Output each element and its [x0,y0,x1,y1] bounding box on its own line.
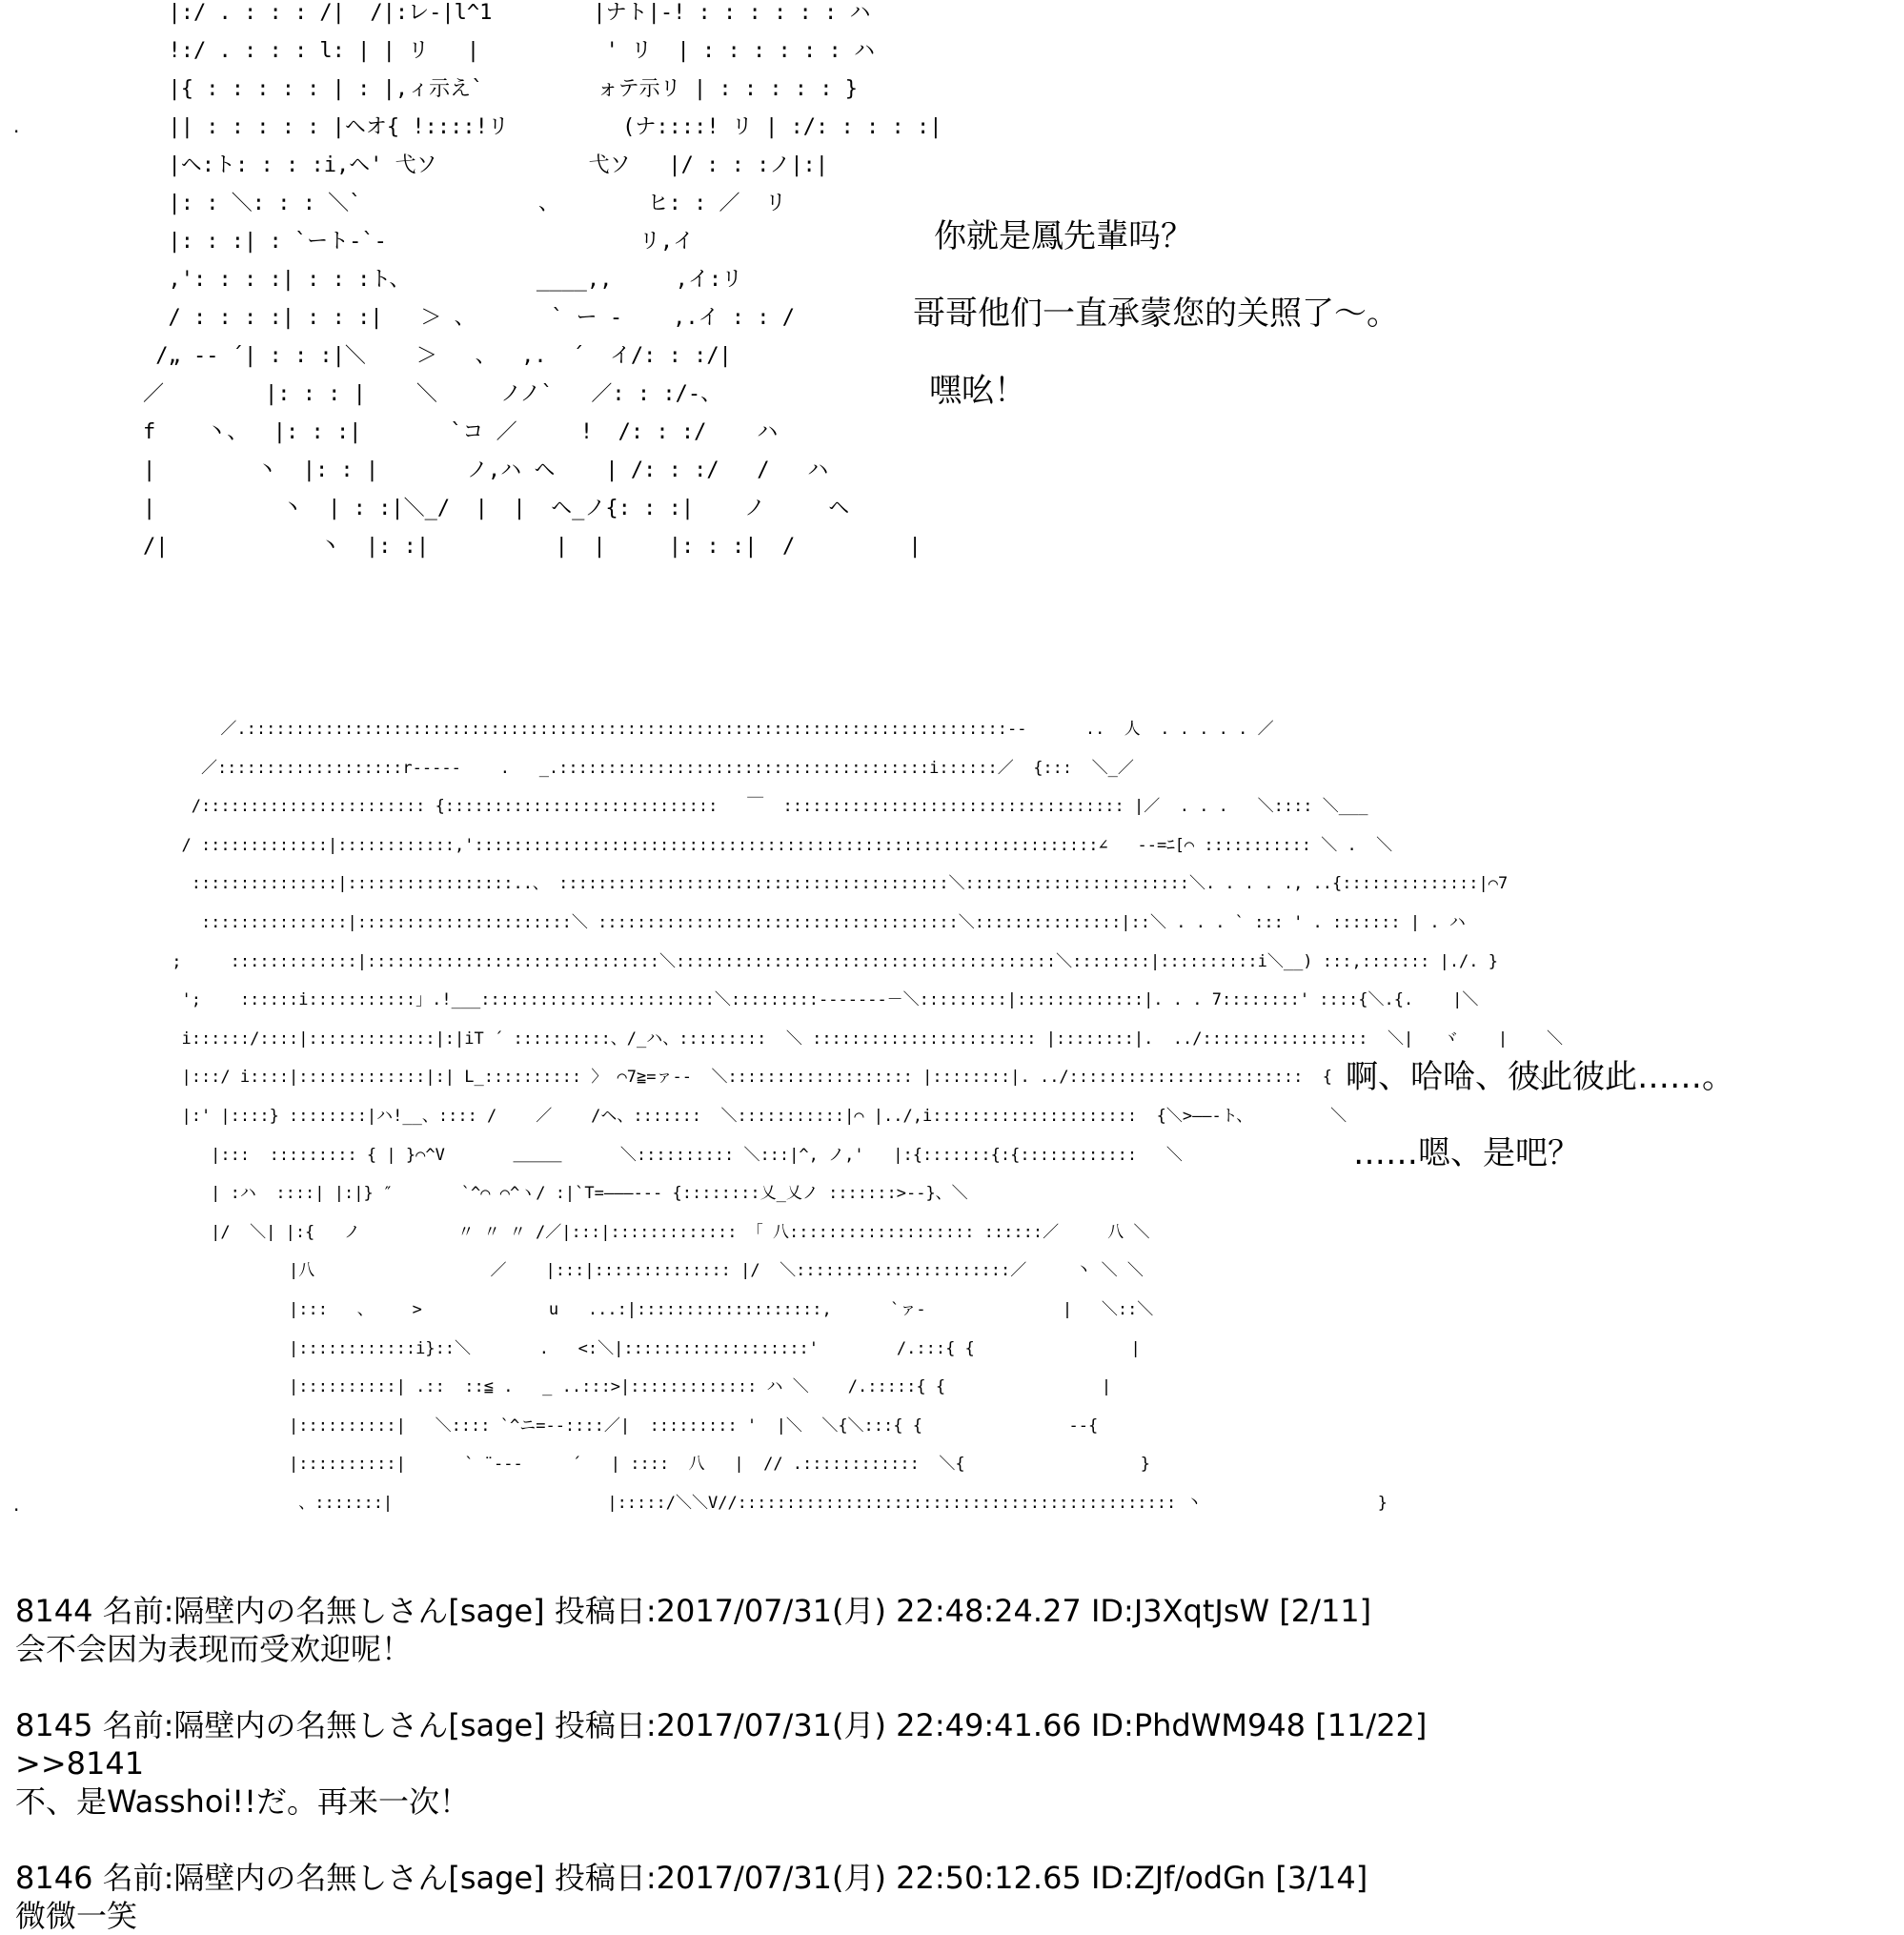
post-body-line: 微微一笑 [15,1898,138,1934]
dialogue-line: 啊、哈哈、彼此彼此……。 [1346,1058,1734,1096]
forum-post [15,1706,1427,1821]
ascii-art-scene-2: ／.::::::::::::::::::::::::::::::::::::::::::::::::::::::::::::::::::::::::::::::-‐ .. 人 . . . . . ／ ／:::::::::::::::::::r‐‐-‐- . _.::::::::::::::::::::::::::::::::::::::i::::::／ {::: ＼_／ /::::::::::::::::::::::: {:::::::::::::::::::::::::::: ￣ ::::::::::::::::::::::::::::::::::: |／ . . . ＼:::: ＼___ / :::::::::::::|::::::::::::,'::::::::::::::::::::::::::::::::::::::::::::::::::::::::::::::::∠ -‐=ﾆ[⌒ ::::::::::: ＼ . ＼ :::::::::::::::|:::::::::::::::::..、 ::::::::::::::::::::::::::::::::::::::::＼:::::::::::::::::::::::＼. . . . ., ..{::::::::::::::|⌒7 :::::::::::::::|::::::::::::::::::::::＼ :::::::::::::::::::::::::::::::::::::＼:::::::::::::::|::＼ . . . ` ::: ' . ::::::: | . ハ ; :::::::::::::|::::::::::::::::::::::::::::::＼:::::::::::::::::::::::::::::::::::::::＼::::::::|::::::::::i＼__) :::,::::::: |./. } '; ::::::i:::::::::::」.!___::::::::::::::::::::::::＼:::::::::‐‐-----－＼:::::::::|:::::::::::::|. . . 7::::::::' ::::{＼.{. |＼ i::::::/::::|:::::::::::::|:|iT ´ ::::::::::、/_ハ、::::::::: ＼ ::::::::::::::::::::::: |::::::::|. ../::::::::::::::::: ＼| ヾ | ＼ |:::/ i::::|:::::::::::::|:| L_:::::::::: 〉 ⌒7≧=ァ‐- ＼::::::::::::::::::: |::::::::|. ../:::::::::::::::::::::::: { | ＼ |:' |::::} ::::::::|ハ!__、:::: / ／ /ヘ、::::::: ＼:::::::::::|⌒ |../,i::::::::::::::::::::: {＼>――‐ト、 ＼ |::: ::::::::: { | }⌒^V ＿＿＿ ＼:::::::::: ＼:::|^, ノ,' |:{:::::::{:{:::::::::::: ＼ | :ハ ::::| |:|} ″ `^⌒ ⌒^ヽ/ :|`T=―――--- {::::::::乂_乂ノ :::::::>--}、＼ |/ ＼| |:{ ノ 〃 〃 〃 /／|:::|::::::::::::: 「 八::::::::::::::::::: ::::::／ 八 ＼ |八 ／ |:::|:::::::::::::: |/ ＼::::::::::::::::::::::／ 丶 ＼ ＼ |::: 、 > u ...:|:::::::::::::::::::, `ァ- | ＼::＼ |::::::::::::i}::＼ . <:＼|:::::::::::::::::::' /.:::{ { | |::::::::::| .:: ::≦ . _ ..:::>|::::::::::::: ハ ＼ /.:::::{ { | |::::::::::| ＼:::: `^ニ=-‐::::／| ::::::::: ' |＼ ＼{＼:::{ { -‐{ |::::::::::| ` ¨--- ´ | :::: 八 | // .:::::::::::: ＼{ } 、:::::::| |:::::/＼＼V//::::::::::::::::::::::::::::::::::::::::::::: 丶 } [172,720,1564,1513]
post-body-line: 不、是Wasshoi!!だ。再来一次！ [15,1783,470,1820]
separator-dot: . [13,114,20,137]
forum-post [15,1859,1367,1935]
separator-dot: . [13,1493,20,1516]
post-body-line[interactable]: >>8141 [15,1745,145,1782]
dialogue-line: ……嗯、是吧？ [1353,1134,1580,1172]
ascii-art-scene-1: |:/ . : : : /| /|:レ-|l^1 |ナト|-! : : : : : : ハ !:/ . : : : l: | | リ | ' リ | : : : : : : ハ |{ : : : : : | : |,ィ示え` ォテ示リ | : : : : : } || : : : : : |ヘオ{ !::::!リ (ナ::::! リ | :/: : : : :| |ヘ:ト: : : :i,ヘ' 弋ソ 弋ソ |/ : : :ノ|:| |: : ＼: : : ＼` 、 ヒ: : ／ リ |: : :| : `ート-`- リ,イ ,': : : :| : : :ト、 ____,, ,イ:リ / : : : :| : : :| ＞ 、 ` ー - ,.イ : : / /„ -‐ ´| : : :|＼ ＞ 、 ,. ´ イ/: : :/| ／ |: : : | ＼ ノノ` ／: : :/-、 f 丶、 |: : :| `コ ／ ! /: : :/ ハ | 丶 |: : | ノ,ハ ヘ | /: : :/ / ハ | 丶 | : :|＼_/ | | ヘ_ノ{: : :| ノ ヘ /| 丶 |: :| | | |: : :| / | [143,1,942,559]
dialogue-line: 你就是鳳先輩吗？ [934,217,1193,255]
dialogue-line: 哥哥他们一直承蒙您的关照了～。 [913,295,1399,333]
forum-post [15,1592,1371,1668]
post-header: 8144 名前:隔壁内の名無しさん[sage] 投稿日:2017/07/31(月) 22:48:24.27 ID:J3XqtJsW [2/11] [15,1593,1372,1629]
post-header: 8146 名前:隔壁内の名無しさん[sage] 投稿日:2017/07/31(月) 22:50:12.65 ID:ZJf/odGn [3/14] [15,1860,1368,1896]
dialogue-line: 嘿吆！ [929,372,1026,410]
post-header: 8145 名前:隔壁内の名無しさん[sage] 投稿日:2017/07/31(月) 22:49:41.66 ID:PhdWM948 [11/22] [15,1707,1428,1743]
post-body-line: 会不会因为表现而受欢迎呢！ [15,1631,413,1667]
